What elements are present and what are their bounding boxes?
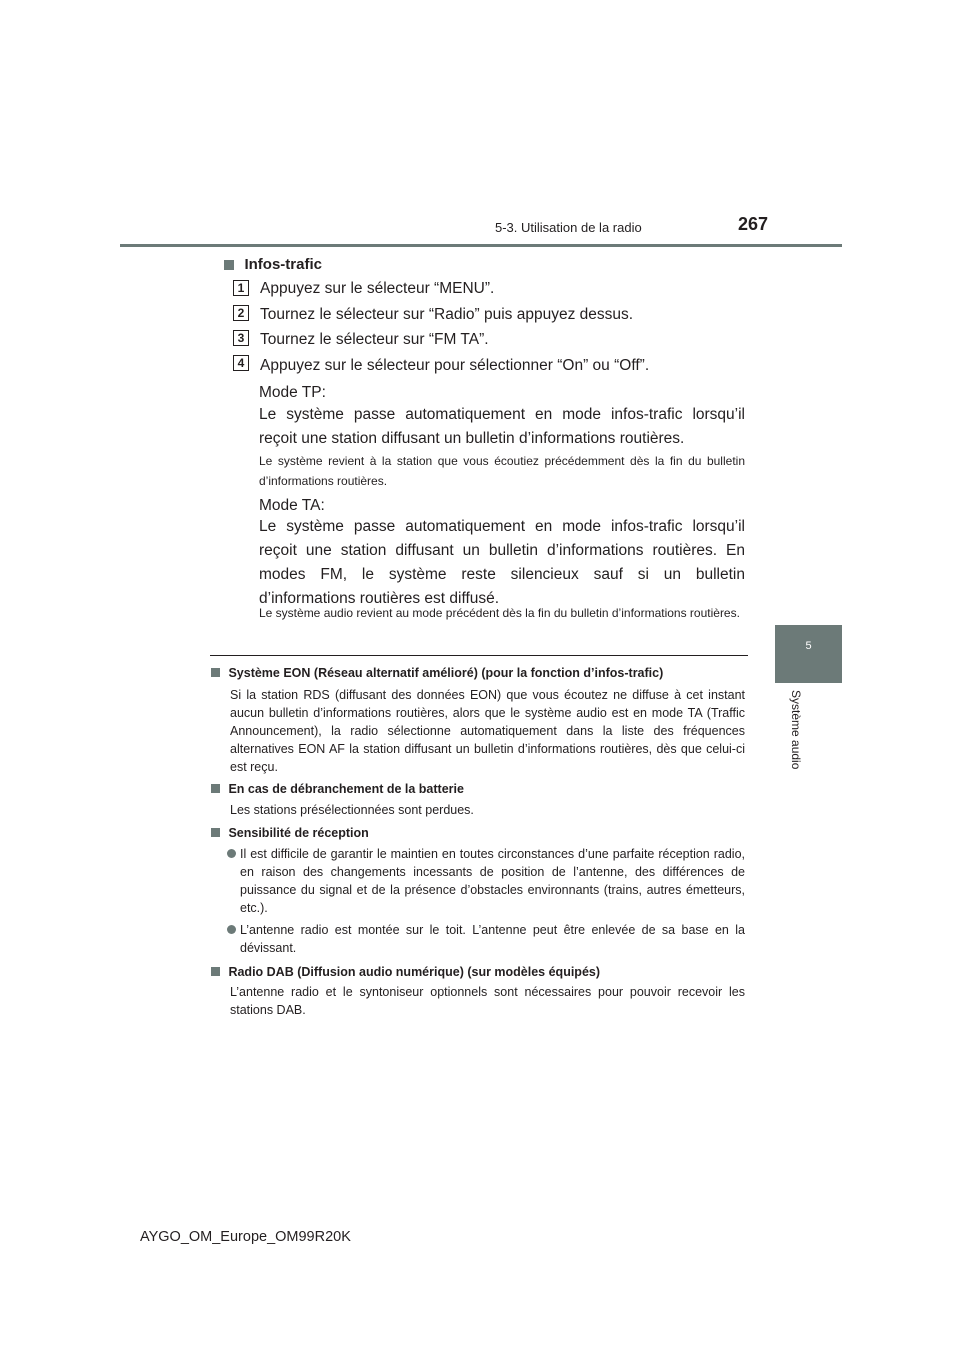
section-title: Infos-trafic xyxy=(244,256,322,273)
step-number-box: 1 xyxy=(233,280,249,296)
chapter-tab xyxy=(775,625,842,683)
note-heading-dab xyxy=(211,963,600,981)
step-number-box: 4 xyxy=(233,355,249,371)
step-text: Appuyez sur le sélecteur “MENU”. xyxy=(260,280,495,297)
square-bullet-icon xyxy=(211,967,220,976)
round-bullet-icon xyxy=(227,849,236,858)
ta-mode-note: Le système audio revient au mode précédent dès la fin du bulletin d’informations routières. xyxy=(259,606,740,620)
note-title: En cas de débranchement de la batterie xyxy=(228,782,464,796)
chapter-title: Système audio xyxy=(789,690,803,770)
step-number-box: 3 xyxy=(233,330,249,346)
header-divider xyxy=(120,244,842,247)
step-text: Tournez le sélecteur sur “Radio” puis appuyez dessus. xyxy=(260,306,634,323)
step-number-box: 2 xyxy=(233,305,249,321)
note-title: Sensibilité de réception xyxy=(228,826,369,840)
note-title: Système EON (Réseau alternatif amélioré) (pour la fonction d’infos-trafic) xyxy=(228,666,664,680)
square-bullet-icon xyxy=(211,668,220,677)
note-heading-sensitivity xyxy=(211,824,369,842)
note-text: Les stations présélectionnées sont perdues. xyxy=(230,803,474,817)
tp-mode-text: Le système passe automatiquement en mode infos-trafic lorsqu’il reçoit une station diffusant un bulletin d’informations routières. xyxy=(259,406,745,447)
note-heading-eon xyxy=(211,664,663,682)
chapter-number: 5 xyxy=(805,640,812,652)
note-text: L’antenne radio et le syntoniseur optionnels sont nécessaires pour pouvoir recevoir les stations DAB. xyxy=(230,985,745,1017)
note-title: Radio DAB (Diffusion audio numérique) (sur modèles équipés) xyxy=(228,965,601,979)
ta-mode-text: Le système passe automatiquement en mode infos-trafic lorsqu’il reçoit une station diffusant un bulletin d’informations routières. En modes FM, le système reste silencieux sauf si un bulletin d’informations routières est diffusé. xyxy=(259,518,745,607)
square-bullet-icon xyxy=(224,260,234,270)
square-bullet-icon xyxy=(211,784,220,793)
note-heading-battery xyxy=(211,780,464,798)
chapter-title-vertical xyxy=(786,690,802,820)
tp-mode-label: Mode TP: xyxy=(259,384,326,401)
note-text: Si la station RDS (diffusant des données EON) que vous écoutez ne diffuse à cet instant aucun bulletin d’informations routières, alors que le système audio est en mode TA (Traffic Announcement), la radio sélectionne automatiquement dans la liste des fréquences alternatives EON AF la station diffusant un bulletin d’informations routières, dès que celui-ci est reçu. xyxy=(230,688,745,774)
footer-doc-code: AYGO_OM_Europe_OM99R20K xyxy=(140,1229,351,1245)
square-bullet-icon xyxy=(211,828,220,837)
ta-mode-label: Mode TA: xyxy=(259,497,325,514)
bullet-text: Il est difficile de garantir le maintien en toutes circonstances d’une parfaite réception radio, en raison des changements incessants de position de l’antenne, des différences de puissance du signal et de la présence d’obstacles environnants (trains, autres émetteurs, etc.). xyxy=(240,847,745,915)
section-heading-traffic xyxy=(224,256,322,274)
bullet-text: L’antenne radio est montée sur le toit. L’antenne peut être enlevée de sa base en la dévissant. xyxy=(240,923,745,955)
step-text: Tournez le sélecteur sur “FM TA”. xyxy=(260,331,489,348)
tp-mode-note: Le système revient à la station que vous écoutiez précédemment dès la fin du bulletin d’informations routières. xyxy=(259,454,745,488)
round-bullet-icon xyxy=(227,925,236,934)
header-section-title: 5-3. Utilisation de la radio xyxy=(495,220,642,235)
notes-divider xyxy=(210,655,748,656)
page-number: 267 xyxy=(738,214,769,234)
step-text: Appuyez sur le sélecteur pour sélectionner “On” ou “Off”. xyxy=(260,357,650,374)
